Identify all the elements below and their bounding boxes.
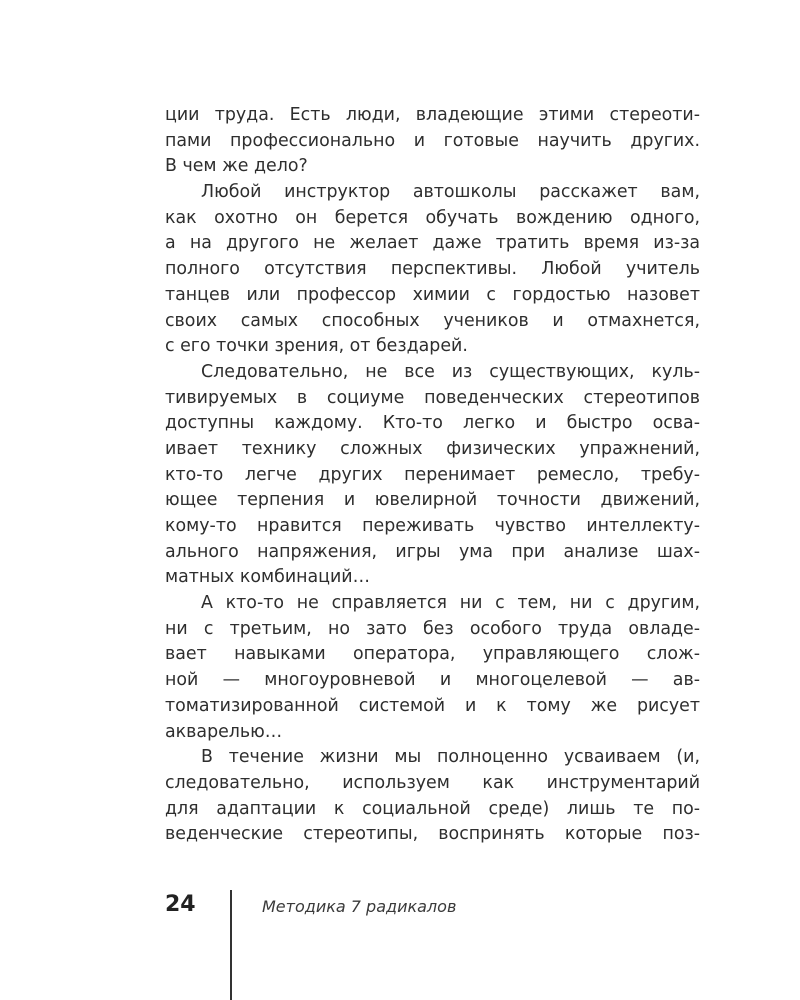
text-line: тивируемых в социуме поведенческих стереотипов bbox=[165, 387, 700, 408]
text-line: вает навыками оператора, управляющего слож- bbox=[165, 644, 700, 665]
text-line: Любой инструктор автошколы расскажет вам, bbox=[201, 182, 700, 203]
text-line: акварелью… bbox=[165, 721, 283, 742]
text-line: В течение жизни мы полноценно усваиваем (и, bbox=[201, 747, 700, 768]
text-line: кому-то нравится переживать чувство интеллекту- bbox=[165, 516, 700, 536]
text-line: матных комбинаций… bbox=[165, 567, 370, 588]
text-line: томатизированной системой и к тому же рисует bbox=[165, 695, 700, 716]
text-line: с его точки зрения, от бездарей. bbox=[165, 336, 468, 357]
page-number: 24 bbox=[165, 892, 196, 917]
text-line: своих самых способных учеников и отмахнется, bbox=[165, 310, 700, 331]
text-line: Следовательно, не все из существующих, куль- bbox=[201, 361, 700, 382]
text-line: танцев или профессор химии с гордостью назовет bbox=[165, 284, 700, 305]
text-line: ни с третьим, но зато без особого труда овладе- bbox=[165, 618, 700, 639]
text-line: а на другого не желает даже тратить время из-за bbox=[165, 233, 700, 254]
text-line: ального напряжения, игры ума при анализе шах- bbox=[165, 541, 700, 562]
running-title: Методика 7 радикалов bbox=[262, 897, 457, 916]
text-line: для адаптации к социальной среде) лишь те по- bbox=[165, 798, 700, 819]
text-line: А кто-то не справляется ни с тем, ни с другим, bbox=[201, 593, 700, 614]
text-line: веденческие стереотипы, воспринять которые поз- bbox=[165, 824, 700, 845]
text-line: доступны каждому. Кто-то легко и быстро осва- bbox=[165, 413, 700, 434]
text-line: ции труда. Есть люди, владеющие этими стереоти- bbox=[165, 105, 700, 125]
text-line: полного отсутствия перспективы. Любой учитель bbox=[165, 259, 700, 280]
text-line: ной — многоуровневой и многоцелевой — ав- bbox=[165, 670, 700, 691]
page-body-text bbox=[165, 103, 700, 848]
text-line: как охотно он берется обучать вождению одного, bbox=[165, 207, 700, 228]
text-line: пами профессионально и готовые научить других. bbox=[165, 130, 700, 151]
footer-divider bbox=[230, 890, 232, 1000]
text-line: кто-то легче других перенимает ремесло, требу- bbox=[165, 464, 700, 485]
text-line: следовательно, используем как инструментарий bbox=[165, 772, 700, 793]
text-line: ивает технику сложных физических упражнений, bbox=[165, 438, 700, 459]
text-line: ющее терпения и ювелирной точности движений, bbox=[165, 490, 700, 511]
text-line: В чем же дело? bbox=[165, 156, 308, 177]
